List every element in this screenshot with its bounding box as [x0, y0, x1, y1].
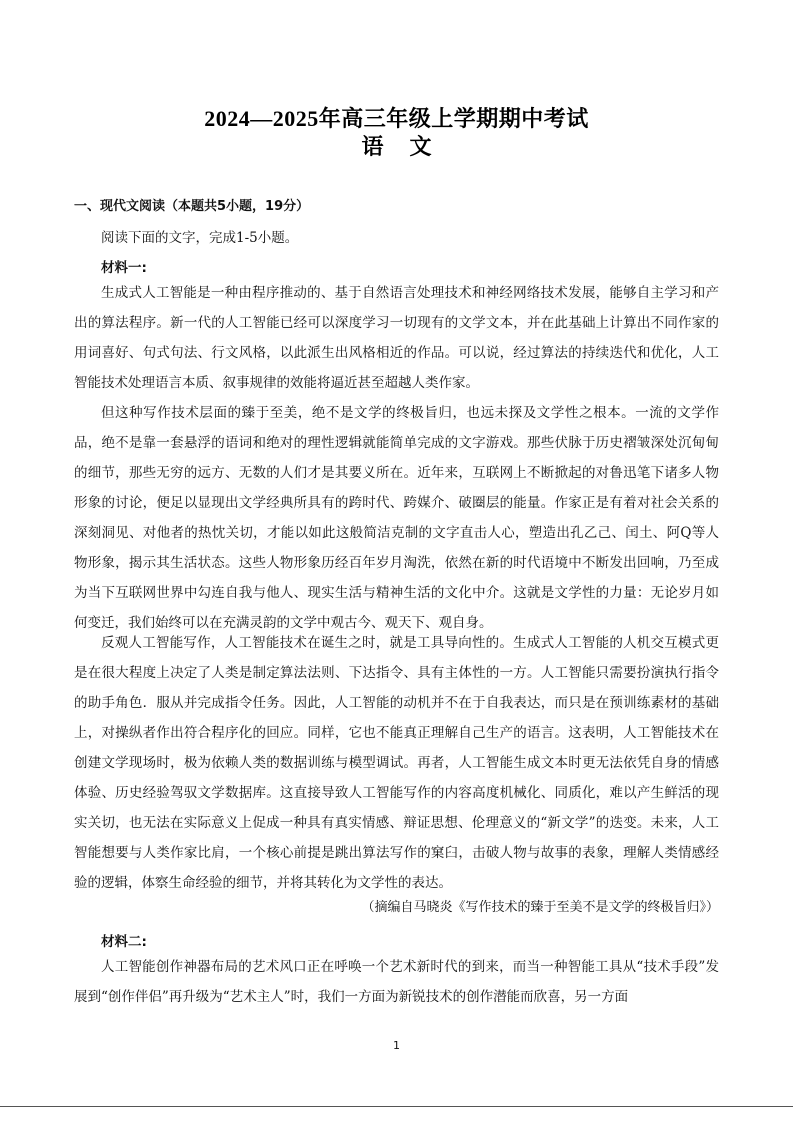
- material-two-label: 材料二:: [101, 934, 147, 950]
- material-one-paragraph-3: 反观人工智能写作，人工智能技术在诞生之时，就是工具导向性的。生成式人工智能的人机交互模式更是在很大程度上决定了人类是制定算法法则、下达指令、具有主体性的一方。人工智能只需要扮演执行指令的助手角色．服从并完成指令任务。因此，人工智能的动机并不在于自我表达，而只是在预训练素材的基础上，对操纵者作出符合程序化的回应。同样，它也不能真正理解自己生产的语言。这表明，人工智能技术在创建文学现场时，极为依赖人类的数据训练与模型调试。再者，人工智能生成文本时更无法依凭自身的情感体验、历史经验驾驭文学数据库。这直接导致人工智能写作的内容高度机械化、同质化，难以产生鲜活的现实关切，也无法在实际意义上促成一种具有真实情感、辩证思想、伦理意义的“新文学”的迭变。未来，人工智能想要与人类作家比肩，一个核心前提是跳出算法写作的窠臼，击破人物与故事的表象，理解人类情感经验的逻辑，体察生命经验的细节，并将其转化为文学性的表达。: [74, 635, 719, 891]
- page-number: 1: [393, 1039, 400, 1052]
- material-one-paragraph-2: 但这种写作技术层面的臻于至美，绝不是文学的终极旨归，也远未探及文学性之根本。一流的文学作品，绝不是靠一套悬浮的语词和绝对的理性逻辑就能简单完成的文字游戏。那些伏脉于历史褶皱深处沉甸甸的细节，那些无穷的远方、无数的人们才是其要义所在。近年来，互联网上不断掀起的对鲁迅笔下诸多人物形象的讨论，便足以显现出文学经典所具有的跨时代、跨媒介、破圈层的能量。作家正是有着对社会关系的深刻洞见、对他者的热忱关切，才能以如此这般简洁克制的文字直击人心，塑造出孔乙己、闰土、阿Q等人物形象，揭示其生活状态。这些人物形象历经百年岁月淘洗，依然在新的时代语境中不断发出回响，乃至成为当下互联网世界中勾连自我与他人、现实生活与精神生活的文化中介。这就是文学性的力量：无论岁月如何变迁，我们始终可以在充满灵韵的文学中观古今、观天下、观自身。: [74, 405, 719, 631]
- footer-divider: [0, 1106, 793, 1107]
- subject-title: 语文: [361, 134, 458, 159]
- material-two-paragraph-1: 人工智能创作神器布局的艺术风口正在呼唤一个艺术新时代的到来，而当一种智能工具从“技术手段”发展到“创作伴侣”再升级为“艺术主人”时，我们一方面为新锐技术的创作潜能而欣喜，另一方面: [74, 959, 719, 1005]
- section-instruction: 阅读下面的文字，完成1-5小题。: [101, 230, 299, 246]
- material-one-label: 材料一:: [101, 260, 147, 276]
- exam-title: 2024—2025年高三年级上学期期中考试: [204, 106, 589, 131]
- section-heading: 一、现代文阅读（本题共5小题，19分）: [74, 199, 310, 214]
- material-one-paragraph-1: 生成式人工智能是一种由程序推动的、基于自然语言处理技术和神经网络技术发展，能够自主学习和产出的算法程序。新一代的人工智能已经可以深度学习一切现有的文学文本，并在此基础上计算出不同作家的用词喜好、句式句法、行文风格，以此派生出风格相近的作品。可以说，经过算法的持续迭代和优化，人工智能技术处理语言本质、叙事规律的效能将逼近甚至超越人类作家。: [74, 285, 719, 391]
- material-one-source: （摘编自马晓炎《写作技术的臻于至美不是文学的终极旨归》）: [361, 900, 719, 915]
